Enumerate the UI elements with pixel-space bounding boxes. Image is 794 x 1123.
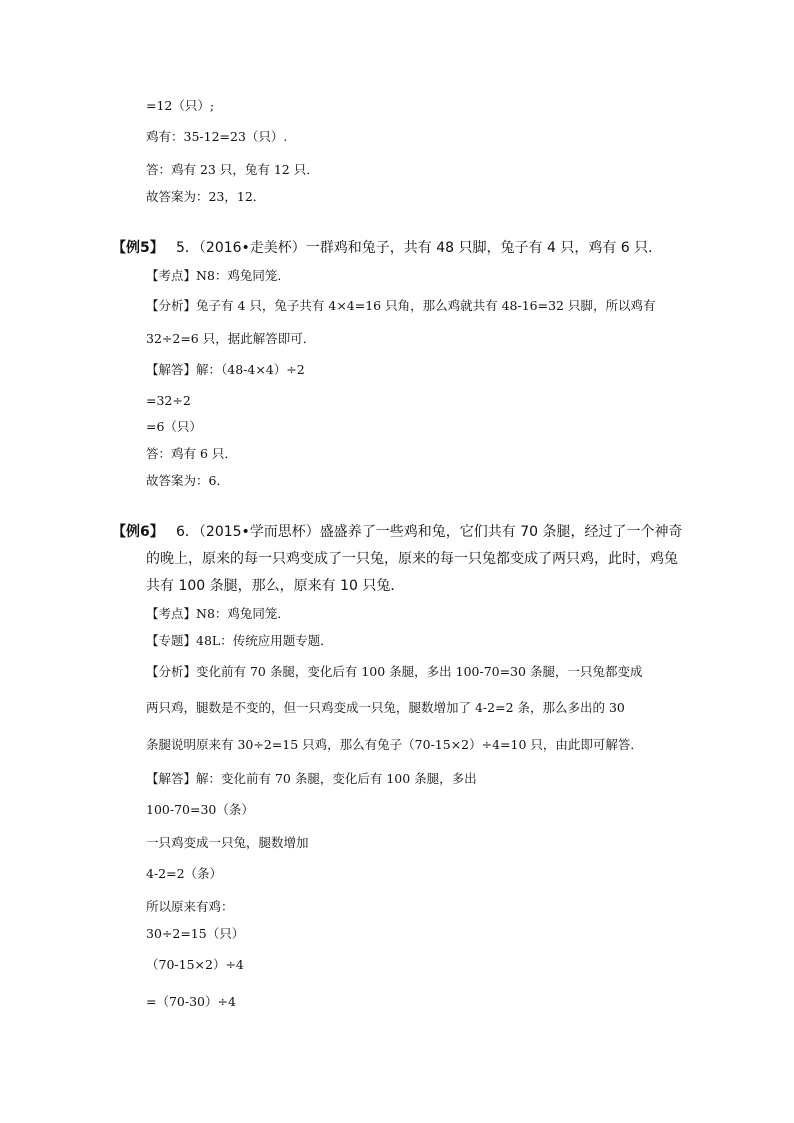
solution-line: =32÷2 [146,393,191,408]
example-5-question: 5．（2016•走美杯）一群鸡和兔子，共有 48 只脚，兔子有 4 只，鸡有 6 只． [176,240,663,256]
solution-line: 鸡有：35-12=23（只）. [146,129,288,144]
solution-line: =6（只） [146,419,202,434]
example-5-tag: 【例5】 [112,240,164,256]
answer-line: 答：鸡有 23 只，兔有 12 只． [146,162,319,177]
solution-line: =12（只）; [146,98,215,113]
example-6-question: 共有 100 条腿，那么，原来有 10 只兔． [146,578,405,594]
analysis-line: 两只鸡，腿数是不变的，但一只鸡变成一只兔，腿数增加了 4-2=2 条，那么多出的 30 [146,700,625,715]
solution-line: 4-2=2（条） [146,866,223,881]
analysis-line: 【分析】变化前有 70 条腿，变化后有 100 条腿，多出 100-70=30 条腿，一只兔都变成 [146,664,643,679]
solution-line: （70-15×2）÷4 [146,957,244,972]
final-answer-line: 故答案为：6． [146,473,229,488]
solution-header: 【解答】解：（48-4×4）÷2 [146,362,305,377]
solution-line: 所以原来有鸡： [146,899,234,914]
analysis-line: 32÷2=6 只，据此解答即可． [146,331,316,346]
kaodian-line: 【考点】N8：鸡兔同笼． [146,606,290,621]
solution-line: 100-70=30（条） [146,802,254,817]
kaodian-line: 【考点】N8：鸡兔同笼． [146,268,290,283]
solution-line: 一只鸡变成一只兔，腿数增加 [146,835,309,850]
example-6-question: 的晚上，原来的每一只鸡变成了一只兔，原来的每一只兔都变成了两只鸡，此时，鸡兔 [146,551,678,567]
solution-line: =（70-30）÷4 [146,994,236,1009]
example-6-question: 6．（2015•学而思杯）盛盛养了一些鸡和兔，它们共有 70 条腿，经过了一个神奇 [176,524,683,540]
solution-line: 30÷2=15（只） [146,926,245,941]
final-answer-line: 故答案为：23，12． [146,189,266,204]
answer-line: 答：鸡有 6 只． [146,446,237,461]
analysis-line: 条腿说明原来有 30÷2=15 只鸡，那么有兔子（70-15×2）÷4=10 只，由此即可解答． [146,737,643,752]
analysis-line: 【分析】兔子有 4 只，兔子共有 4×4=16 只角，那么鸡就共有 48-16=32 只脚，所以鸡有 [146,298,656,313]
solution-header: 【解答】解：变化前有 70 条腿，变化后有 100 条腿，多出 [146,771,477,786]
example-6-tag: 【例6】 [112,524,164,540]
topic-line: 【专题】48L：传统应用题专题． [146,633,333,648]
